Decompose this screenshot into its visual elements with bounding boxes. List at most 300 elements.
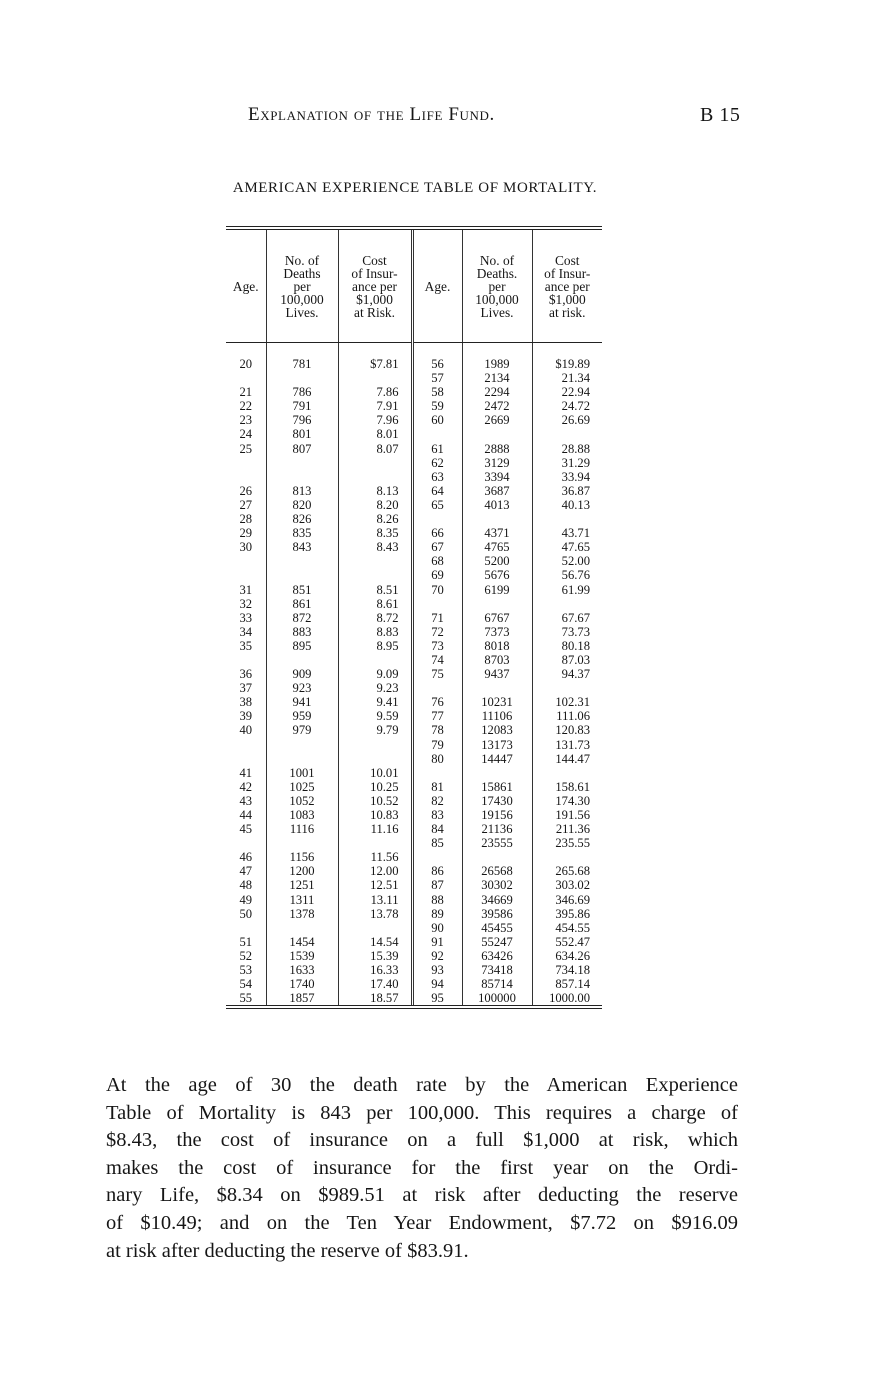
table-row — [226, 766, 602, 780]
table-row — [226, 864, 602, 878]
cell-cost-left: 17.40 — [338, 977, 412, 991]
cell-cost-left: 8.95 — [338, 639, 412, 653]
table-row — [226, 385, 602, 399]
cell-cost-right: 131.73 — [532, 738, 602, 752]
cell-age-right: 82 — [412, 794, 462, 808]
cell-cost-right: 33.94 — [532, 470, 602, 484]
cell-cost-left: 8.35 — [338, 526, 412, 540]
cell-age-right: 95 — [412, 991, 462, 1005]
header-deaths-right: No. of Deaths. per 100,000 Lives. — [462, 230, 532, 343]
cell-deaths-right: 39586 — [462, 907, 532, 921]
cell-age-right: 74 — [412, 653, 462, 667]
cell-deaths-left: 1001 — [266, 766, 338, 780]
cell-cost-left: 10.25 — [338, 780, 412, 794]
cell-cost-left: 9.09 — [338, 667, 412, 681]
cell-cost-left: 7.86 — [338, 385, 412, 399]
cell-age-left: 36 — [239, 667, 253, 682]
cell-deaths-right: 2888 — [462, 442, 532, 456]
cell-age-left: 49 — [239, 892, 253, 907]
cell-deaths-left: 979 — [266, 723, 338, 737]
cell-deaths-left — [266, 738, 338, 752]
body-line: of $10.49; and on the Ten Year Endowment, $7.72 on $916.09 — [106, 1211, 738, 1234]
cell-age-left — [226, 738, 266, 752]
cell-cost-right: 303.02 — [532, 878, 602, 892]
cell-cost-left — [338, 470, 412, 484]
cell-deaths-right: 17430 — [462, 794, 532, 808]
cell-deaths-left: 796 — [266, 413, 338, 427]
cell-age-left: 45 — [239, 822, 253, 837]
cell-deaths-left: 843 — [266, 540, 338, 554]
cell-age-left: 27 — [239, 497, 253, 512]
header-cost-left: Cost of Insur- ance per $1,000 at Risk. — [338, 230, 412, 343]
cell-deaths-left: 872 — [266, 611, 338, 625]
cell-age-right — [412, 427, 462, 441]
cell-cost-right: 857.14 — [532, 977, 602, 991]
cell-cost-right: 52.00 — [532, 554, 602, 568]
cell-cost-right — [532, 427, 602, 441]
table-row — [226, 738, 602, 752]
cell-deaths-right: 4013 — [462, 498, 532, 512]
cell-age-right: 87 — [412, 878, 462, 892]
cell-cost-left: 8.61 — [338, 597, 412, 611]
cell-age-right: 57 — [412, 371, 462, 385]
cell-deaths-right: 63426 — [462, 949, 532, 963]
cell-cost-left — [338, 738, 412, 752]
cell-deaths-right: 4371 — [462, 526, 532, 540]
cell-age-right — [412, 766, 462, 780]
table-row — [226, 850, 602, 864]
cell-age-right: 90 — [412, 921, 462, 935]
cell-deaths-right — [462, 681, 532, 695]
cell-age-right: 83 — [412, 808, 462, 822]
table-row — [226, 709, 602, 723]
cell-cost-left: 13.11 — [338, 893, 412, 907]
cell-deaths-right: 85714 — [462, 977, 532, 991]
cell-cost-left: 8.83 — [338, 625, 412, 639]
cell-cost-right: 31.29 — [532, 456, 602, 470]
body-line: $8.43, the cost of insurance on a full $1,000 at risk, which — [106, 1129, 738, 1152]
cell-age-right: 62 — [412, 456, 462, 470]
cell-deaths-left: 883 — [266, 625, 338, 639]
cell-age-right: 93 — [412, 963, 462, 977]
cell-age-right: 94 — [412, 977, 462, 991]
cell-age-right: 88 — [412, 893, 462, 907]
cell-cost-left: 7.96 — [338, 413, 412, 427]
cell-age-left: 47 — [239, 864, 253, 879]
cell-deaths-left: 1740 — [266, 977, 338, 991]
cell-deaths-left: 941 — [266, 695, 338, 709]
cell-deaths-left: 895 — [266, 639, 338, 653]
header-deaths-left: No. of Deaths per 100,000 Lives. — [266, 230, 338, 343]
cell-age-left: 20 — [239, 357, 253, 371]
cell-age-left: 24 — [239, 427, 253, 442]
cell-age-left — [226, 554, 266, 568]
table-row — [226, 427, 602, 441]
table-row — [226, 752, 602, 766]
cell-cost-left: 10.52 — [338, 794, 412, 808]
cell-deaths-right: 8703 — [462, 653, 532, 667]
cell-age-right: 92 — [412, 949, 462, 963]
cell-age-left: 51 — [239, 934, 253, 949]
cell-cost-right: 158.61 — [532, 780, 602, 794]
table-row — [226, 921, 602, 935]
cell-deaths-right: 13173 — [462, 738, 532, 752]
table-row — [226, 653, 602, 667]
cell-cost-right — [532, 850, 602, 864]
cell-age-right: 65 — [412, 498, 462, 512]
table-row — [226, 554, 602, 568]
cell-age-right: 89 — [412, 907, 462, 921]
cell-cost-right: 552.47 — [532, 935, 602, 949]
table-row — [226, 583, 602, 597]
cell-age-left: 40 — [239, 723, 253, 738]
table-row — [226, 949, 602, 963]
table-row — [226, 723, 602, 737]
table-row — [226, 597, 602, 611]
cell-cost-right: $19.89 — [532, 357, 602, 371]
cell-deaths-right: 3394 — [462, 470, 532, 484]
body-line: makes the cost of insurance for the first year on the Ordi- — [106, 1156, 738, 1179]
cell-deaths-left: 923 — [266, 681, 338, 695]
table-row — [226, 794, 602, 808]
table-row — [226, 470, 602, 484]
cell-cost-right: 634.26 — [532, 949, 602, 963]
cell-deaths-right: 10231 — [462, 695, 532, 709]
cell-cost-left: 18.57 — [338, 991, 412, 1005]
cell-cost-right: 144.47 — [532, 752, 602, 766]
table-header-row — [226, 230, 602, 343]
table-row — [226, 878, 602, 892]
cell-age-right: 56 — [412, 357, 462, 371]
cell-cost-left — [338, 371, 412, 385]
cell-deaths-left: 781 — [266, 357, 338, 371]
cell-age-right — [412, 597, 462, 611]
cell-cost-right — [532, 766, 602, 780]
table-row — [226, 681, 602, 695]
cell-deaths-right: 3687 — [462, 484, 532, 498]
cell-age-right — [412, 850, 462, 864]
cell-age-left: 31 — [239, 582, 253, 597]
cell-age-right — [412, 512, 462, 526]
cell-cost-left: 8.51 — [338, 583, 412, 597]
cell-age-right: 76 — [412, 695, 462, 709]
cell-deaths-right: 55247 — [462, 935, 532, 949]
running-title: Explanation of the Life Fund. — [248, 104, 495, 125]
cell-cost-right: 56.76 — [532, 568, 602, 582]
cell-cost-left: 11.16 — [338, 822, 412, 836]
cell-age-left: 25 — [239, 441, 253, 456]
cell-deaths-left: 1025 — [266, 780, 338, 794]
cell-cost-right: 67.67 — [532, 611, 602, 625]
cell-age-left: 26 — [239, 483, 253, 498]
cell-cost-left: 8.26 — [338, 512, 412, 526]
cell-cost-left: 7.91 — [338, 399, 412, 413]
cell-deaths-right: 14447 — [462, 752, 532, 766]
cell-age-left: 46 — [239, 850, 253, 865]
cell-deaths-right: 2472 — [462, 399, 532, 413]
cell-age-left: 30 — [239, 540, 253, 555]
cell-deaths-right: 21136 — [462, 822, 532, 836]
table-row — [226, 611, 602, 625]
header-age-left: Age. — [226, 230, 266, 343]
cell-age-left — [226, 752, 266, 766]
cell-cost-right: 395.86 — [532, 907, 602, 921]
table-row — [226, 963, 602, 977]
cell-deaths-left: 1156 — [266, 850, 338, 864]
body-line: At the age of 30 the death rate by the American Experience — [106, 1074, 738, 1096]
cell-age-left: 39 — [239, 709, 253, 724]
body-paragraph — [106, 1072, 738, 1265]
cell-age-right: 64 — [412, 484, 462, 498]
cell-age-left: 23 — [239, 413, 253, 428]
cell-cost-right: 120.83 — [532, 723, 602, 737]
cell-deaths-left: 1311 — [266, 893, 338, 907]
cell-age-left: 28 — [239, 512, 253, 527]
cell-cost-left: 8.01 — [338, 427, 412, 441]
cell-age-right: 66 — [412, 526, 462, 540]
cell-deaths-left: 813 — [266, 484, 338, 498]
cell-cost-right: 22.94 — [532, 385, 602, 399]
cell-cost-right: 346.69 — [532, 893, 602, 907]
cell-deaths-right: 9437 — [462, 667, 532, 681]
cell-age-left — [226, 836, 266, 850]
cell-deaths-right: 23555 — [462, 836, 532, 850]
cell-cost-left: 8.20 — [338, 498, 412, 512]
cell-cost-left: 16.33 — [338, 963, 412, 977]
cell-cost-left: 8.43 — [338, 540, 412, 554]
cell-cost-left: 9.41 — [338, 695, 412, 709]
mortality-table-grid — [226, 230, 602, 1005]
cell-age-left: 53 — [239, 963, 253, 978]
cell-age-left: 50 — [239, 906, 253, 921]
table-row — [226, 498, 602, 512]
table-bottom-rule — [226, 1005, 602, 1009]
cell-deaths-right: 3129 — [462, 456, 532, 470]
cell-cost-right: 21.34 — [532, 371, 602, 385]
body-line: nary Life, $8.34 on $989.51 at risk after deducting the reserve — [106, 1184, 738, 1207]
cell-age-right: 67 — [412, 540, 462, 554]
cell-age-left — [226, 921, 266, 935]
page-number: B 15 — [700, 104, 741, 126]
cell-age-left: 54 — [239, 977, 253, 992]
table-row — [226, 893, 602, 907]
cell-deaths-left — [266, 456, 338, 470]
cell-deaths-left: 826 — [266, 512, 338, 526]
cell-age-right: 61 — [412, 442, 462, 456]
cell-deaths-left: 1857 — [266, 991, 338, 1005]
table-row — [226, 935, 602, 949]
cell-age-right: 77 — [412, 709, 462, 723]
cell-age-right: 78 — [412, 723, 462, 737]
table-row — [226, 512, 602, 526]
cell-cost-right: 191.56 — [532, 808, 602, 822]
cell-deaths-left: 861 — [266, 597, 338, 611]
cell-deaths-left: 807 — [266, 442, 338, 456]
cell-deaths-left: 1200 — [266, 864, 338, 878]
cell-deaths-right: 30302 — [462, 878, 532, 892]
cell-deaths-left: 791 — [266, 399, 338, 413]
cell-cost-right: 102.31 — [532, 695, 602, 709]
cell-age-right: 59 — [412, 399, 462, 413]
cell-age-right: 79 — [412, 738, 462, 752]
cell-deaths-left — [266, 554, 338, 568]
cell-deaths-right — [462, 512, 532, 526]
table-row — [226, 413, 602, 427]
table-row — [226, 456, 602, 470]
cell-deaths-right: 2669 — [462, 413, 532, 427]
cell-deaths-right — [462, 766, 532, 780]
mortality-table — [226, 226, 602, 1009]
cell-deaths-left: 1378 — [266, 907, 338, 921]
cell-deaths-left: 1633 — [266, 963, 338, 977]
cell-cost-left — [338, 752, 412, 766]
cell-deaths-left: 801 — [266, 427, 338, 441]
cell-deaths-right: 6199 — [462, 583, 532, 597]
cell-deaths-right: 73418 — [462, 963, 532, 977]
table-spacer-row — [226, 343, 602, 358]
cell-age-left: 38 — [239, 695, 253, 710]
cell-age-right — [412, 681, 462, 695]
table-row — [226, 836, 602, 850]
cell-deaths-right — [462, 597, 532, 611]
cell-age-left — [226, 568, 266, 582]
cell-cost-right: 734.18 — [532, 963, 602, 977]
cell-deaths-right — [462, 427, 532, 441]
cell-cost-left — [338, 554, 412, 568]
cell-cost-right: 111.06 — [532, 709, 602, 723]
table-row — [226, 357, 602, 371]
cell-age-left: 41 — [239, 765, 253, 780]
table-row — [226, 780, 602, 794]
cell-cost-left — [338, 456, 412, 470]
cell-age-left: 22 — [239, 399, 253, 414]
cell-age-right: 86 — [412, 864, 462, 878]
cell-age-left: 52 — [239, 948, 253, 963]
table-row — [226, 442, 602, 456]
table-row — [226, 667, 602, 681]
table-row — [226, 695, 602, 709]
cell-cost-right: 1000.00 — [532, 991, 602, 1005]
cell-cost-right — [532, 512, 602, 526]
cell-deaths-left — [266, 653, 338, 667]
cell-deaths-right: 7373 — [462, 625, 532, 639]
cell-age-right: 75 — [412, 667, 462, 681]
cell-cost-right: 80.18 — [532, 639, 602, 653]
cell-deaths-left — [266, 921, 338, 935]
cell-cost-right: 47.65 — [532, 540, 602, 554]
cell-cost-right: 235.55 — [532, 836, 602, 850]
cell-cost-left: 8.13 — [338, 484, 412, 498]
table-row — [226, 639, 602, 653]
cell-cost-right: 40.13 — [532, 498, 602, 512]
cell-deaths-right: 5200 — [462, 554, 532, 568]
cell-deaths-right: 2294 — [462, 385, 532, 399]
cell-deaths-left — [266, 752, 338, 766]
cell-age-left: 29 — [239, 526, 253, 541]
cell-age-right: 58 — [412, 385, 462, 399]
cell-age-left: 48 — [239, 878, 253, 893]
table-row — [226, 526, 602, 540]
cell-age-right: 84 — [412, 822, 462, 836]
cell-age-right: 63 — [412, 470, 462, 484]
table-row — [226, 822, 602, 836]
cell-cost-left — [338, 921, 412, 935]
table-row — [226, 540, 602, 554]
cell-deaths-right: 4765 — [462, 540, 532, 554]
cell-cost-right: 94.37 — [532, 667, 602, 681]
table-row — [226, 991, 602, 1005]
cell-cost-right: 61.99 — [532, 583, 602, 597]
cell-deaths-right: 1989 — [462, 357, 532, 371]
cell-cost-right: 454.55 — [532, 921, 602, 935]
body-line: Table of Mortality is 843 per 100,000. This requires a charge of — [106, 1101, 738, 1124]
cell-cost-right: 174.30 — [532, 794, 602, 808]
cell-deaths-right: 26568 — [462, 864, 532, 878]
table-row — [226, 484, 602, 498]
cell-deaths-left — [266, 371, 338, 385]
cell-age-right: 70 — [412, 583, 462, 597]
cell-deaths-left — [266, 836, 338, 850]
cell-age-left: 21 — [239, 385, 253, 400]
cell-age-left: 43 — [239, 793, 253, 808]
cell-cost-right: 24.72 — [532, 399, 602, 413]
cell-deaths-left: 959 — [266, 709, 338, 723]
cell-age-right: 91 — [412, 935, 462, 949]
cell-cost-right — [532, 681, 602, 695]
running-header — [0, 104, 880, 130]
cell-cost-left: 12.51 — [338, 878, 412, 892]
cell-cost-right: 265.68 — [532, 864, 602, 878]
cell-cost-left: 14.54 — [338, 935, 412, 949]
cell-age-right: 80 — [412, 752, 462, 766]
cell-age-left — [226, 456, 266, 470]
cell-age-left: 44 — [239, 808, 253, 822]
cell-deaths-left: 1052 — [266, 794, 338, 808]
cell-deaths-left — [266, 470, 338, 484]
cell-deaths-left: 1454 — [266, 935, 338, 949]
cell-deaths-right: 8018 — [462, 639, 532, 653]
cell-deaths-right: 19156 — [462, 808, 532, 822]
cell-deaths-left: 820 — [266, 498, 338, 512]
table-row — [226, 808, 602, 822]
body-line: at risk after deducting the reserve of $83.91. — [106, 1239, 469, 1262]
cell-age-right: 68 — [412, 554, 462, 568]
cell-cost-right: 26.69 — [532, 413, 602, 427]
cell-age-left: 32 — [239, 596, 253, 611]
cell-cost-left: 10.01 — [338, 766, 412, 780]
cell-age-right: 69 — [412, 568, 462, 582]
cell-cost-left: 9.79 — [338, 723, 412, 737]
cell-age-right: 71 — [412, 611, 462, 625]
cell-age-left — [226, 470, 266, 484]
cell-cost-right: 43.71 — [532, 526, 602, 540]
cell-age-left: 37 — [239, 681, 253, 696]
cell-cost-left — [338, 653, 412, 667]
table-row — [226, 399, 602, 413]
cell-cost-left — [338, 836, 412, 850]
cell-cost-right: 73.73 — [532, 625, 602, 639]
cell-deaths-left: 1116 — [266, 822, 338, 836]
header-age-right: Age. — [412, 230, 462, 343]
cell-cost-right: 211.36 — [532, 822, 602, 836]
cell-deaths-left: 835 — [266, 526, 338, 540]
cell-deaths-left: 1083 — [266, 808, 338, 822]
cell-age-left — [226, 371, 266, 385]
header-cost-right: Cost of Insur- ance per $1,000 at risk. — [532, 230, 602, 343]
table-title: AMERICAN EXPERIENCE TABLE OF MORTALITY. — [232, 180, 598, 196]
cell-age-right: 81 — [412, 780, 462, 794]
cell-deaths-left: 1539 — [266, 949, 338, 963]
